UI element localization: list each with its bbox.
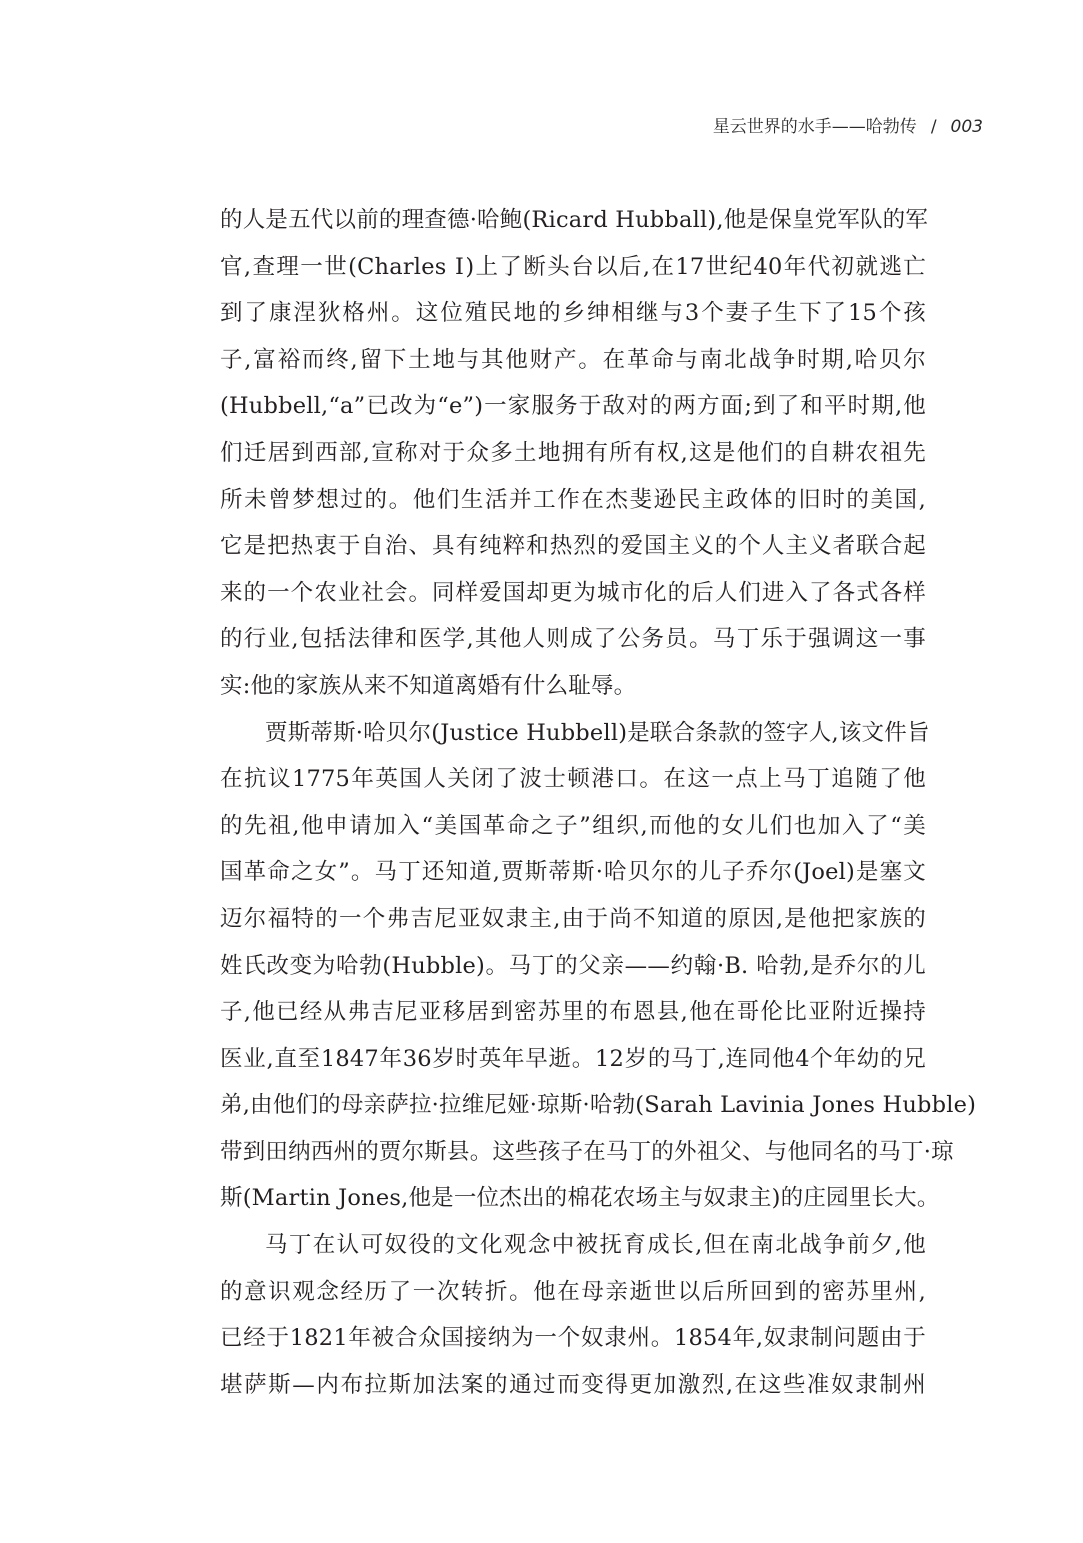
text-line: 在抗议1775年英国人关闭了波士顿港口。在这一点上马丁追随了他 bbox=[220, 766, 926, 793]
paragraph bbox=[220, 1222, 926, 1408]
text-line: 所未曾梦想过的。他们生活并工作在杰斐逊民主政体的旧时的美国, bbox=[220, 486, 926, 513]
text-line: 实:他的家族从来不知道离婚有什么耻辱。 bbox=[220, 672, 637, 699]
text-line: 带到田纳西州的贾尔斯县。这些孩子在马丁的外祖父、与他同名的马丁·琼 bbox=[220, 1138, 954, 1165]
text-line: 的意识观念经历了一次转折。他在母亲逝世以后所回到的密苏里州, bbox=[220, 1278, 926, 1305]
text-line: 们迁居到西部,宣称对于众多土地拥有所有权,这是他们的自耕农祖先 bbox=[220, 439, 926, 466]
text-line: 到了康涅狄格州。这位殖民地的乡绅相继与3个妻子生下了15个孩 bbox=[220, 300, 926, 327]
text-line: 医业,直至1847年36岁时英年早逝。12岁的马丁,连同他4个年幼的兄 bbox=[220, 1045, 926, 1072]
running-header bbox=[713, 112, 983, 142]
text-line: 斯(Martin Jones,他是一位杰出的棉花农场主与奴隶主)的庄园里长大。 bbox=[220, 1185, 940, 1212]
text-line: 姓氏改变为哈勃(Hubble)。马丁的父亲——约翰·B. 哈勃,是乔尔的儿 bbox=[220, 952, 926, 979]
text-line: (Hubbell,“a”已改为“e”)一家服务于敌对的两方面;到了和平时期,他 bbox=[220, 393, 926, 420]
paragraph bbox=[220, 197, 929, 710]
page-number: 003 bbox=[950, 117, 983, 137]
book-title: 星云世界的水手——哈勃传 bbox=[712, 117, 917, 137]
text-line: 已经于1821年被合众国接纳为一个奴隶州。1854年,奴隶制问题由于 bbox=[220, 1325, 926, 1352]
text-line: 来的一个农业社会。同样爱国却更为城市化的后人们进入了各式各样 bbox=[220, 579, 926, 606]
text-line: 它是把热衷于自治、具有纯粹和热烈的爱国主义的个人主义者联合起 bbox=[220, 533, 926, 560]
text-line: 官,查理一世(Charles Ⅰ)上了断头台以后,在17世纪40年代初就逃亡 bbox=[220, 253, 926, 280]
text-line: 子,富裕而终,留下土地与其他财产。在革命与南北战争时期,哈贝尔 bbox=[220, 346, 926, 373]
text-line: 堪萨斯—内布拉斯加法案的通过而变得更加激烈,在这些准奴隶制州 bbox=[220, 1371, 926, 1398]
text-line: 马丁在认可奴役的文化观念中被抚育成长,但在南北战争前夕,他 bbox=[265, 1232, 926, 1259]
text-line: 的人是五代以前的理查德·哈鲍(Ricard Hubball),他是保皇党军队的军 bbox=[220, 207, 929, 233]
paragraph bbox=[220, 710, 977, 1223]
text-line: 子,他已经从弗吉尼亚移居到密苏里的布恩县,他在哥伦比亚附近操持 bbox=[220, 999, 926, 1026]
body-text bbox=[220, 197, 977, 1408]
text-line: 贾斯蒂斯·哈贝尔(Justice Hubbell)是联合条款的签字人,该文件旨 bbox=[265, 719, 930, 746]
text-line: 的行业,包括法律和医学,其他人则成了公务员。马丁乐于强调这一事 bbox=[220, 626, 926, 653]
text-line: 迈尔福特的一个弗吉尼亚奴隶主,由于尚不知道的原因,是他把家族的 bbox=[220, 905, 926, 932]
header-separator: / bbox=[930, 117, 937, 137]
text-line: 的先祖,他申请加入“美国革命之子”组织,而他的女儿们也加入了“美 bbox=[220, 812, 926, 839]
text-line: 弟,由他们的母亲萨拉·拉维尼娅·琼斯·哈勃(Sarah Lavinia Jones Hubble) bbox=[220, 1092, 977, 1119]
text-line: 国革命之女”。马丁还知道,贾斯蒂斯·哈贝尔的儿子乔尔(Joel)是塞文 bbox=[220, 859, 926, 886]
